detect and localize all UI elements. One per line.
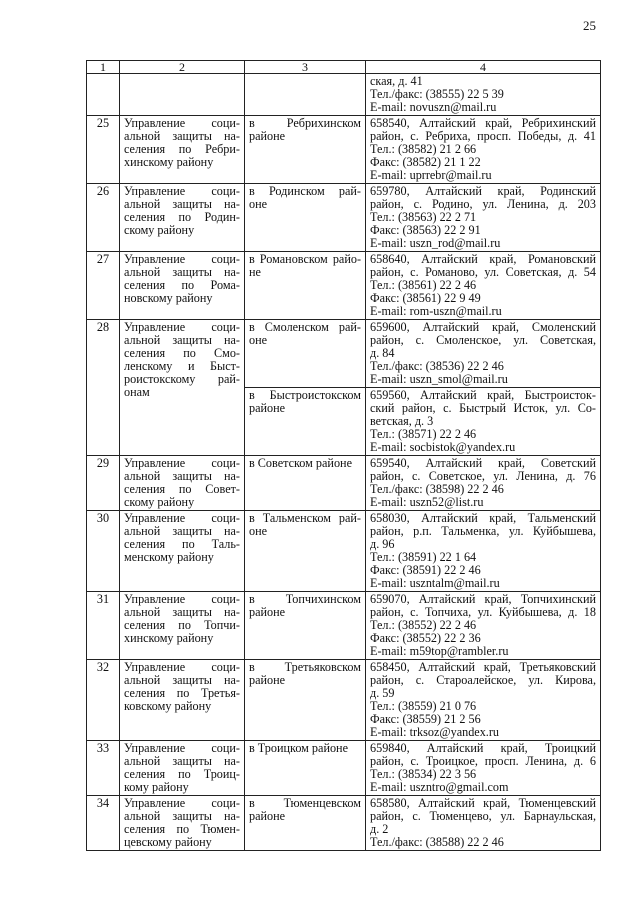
table-header-row: [87, 61, 601, 74]
organization-cell-line: селения по Рома-: [124, 278, 240, 292]
organization-cell-line: Управление соци-: [124, 320, 240, 334]
row-number: 34: [87, 796, 120, 851]
address-cell-line: Тел.: (38559) 21 0 76: [370, 699, 477, 713]
address-cell-line: E-mail: uszn52@list.ru: [370, 495, 484, 509]
address-cell-line: Факс: (38563) 22 2 91: [370, 223, 481, 237]
row-number: 25: [87, 116, 120, 184]
address-cell-line: Факс: (38552) 22 2 36: [370, 631, 481, 645]
area-cell: [245, 741, 366, 796]
organization-cell-line: хинскому району: [124, 631, 214, 645]
address-cell: [366, 592, 601, 660]
address-cell-line: 659560, Алтайский край, Быстроисток-: [370, 388, 596, 402]
address-cell-line: 659780, Алтайский край, Родинский: [370, 184, 596, 198]
address-cell-line: 659600, Алтайский край, Смоленский: [370, 320, 596, 334]
address-cell-line: Тел.: (38571) 22 2 46: [370, 427, 477, 441]
organization-cell-line: роистокскому рай-: [124, 372, 240, 386]
area-cell-line: в Троицком районе: [249, 741, 348, 755]
table-row: [87, 511, 601, 592]
address-cell-line: Тел.: (38561) 22 2 46: [370, 278, 477, 292]
address-cell: [366, 511, 601, 592]
organization-cell: [120, 116, 245, 184]
table-row: [87, 116, 601, 184]
offices-table: [86, 60, 601, 851]
organization-cell-line: онам: [124, 385, 150, 399]
row-number: 28: [87, 320, 120, 456]
address-cell-line: д. 59: [370, 686, 395, 700]
organization-cell-line: селения по Родин-: [124, 210, 240, 224]
row-number: 31: [87, 592, 120, 660]
address-cell-line: Тел.: (38534) 22 3 56: [370, 767, 477, 781]
table-row: [87, 660, 601, 741]
organization-cell-line: селения по Смо-: [124, 346, 240, 360]
area-cell-line: в Топчихинском: [249, 592, 361, 606]
area-cell-line: в Третьяковском: [249, 660, 361, 674]
area-cell: [245, 74, 366, 116]
area-cell-line: в Быстроистокском: [249, 388, 361, 402]
organization-cell-line: менскому району: [124, 550, 214, 564]
header-cell: 3: [245, 61, 366, 74]
area-cell: [245, 456, 366, 511]
organization-cell-line: альной защиты на-: [124, 809, 240, 823]
address-cell-line: Тел./факс: (38555) 22 5 39: [370, 87, 504, 101]
organization-cell-line: селения по Совет-: [124, 482, 240, 496]
area-cell-line: районе: [249, 129, 286, 143]
organization-cell: [120, 511, 245, 592]
organization-cell-line: Управление соци-: [124, 592, 240, 606]
organization-cell-line: селения по Третья-: [124, 686, 240, 700]
address-cell-line: Тел./факс: (38588) 22 2 46: [370, 835, 504, 849]
address-cell-line: район, с. Ребриха, просп. Победы, д. 41: [370, 129, 596, 143]
organization-cell-line: Управление соци-: [124, 660, 240, 674]
area-cell: [245, 511, 366, 592]
area-cell-line: районе: [249, 809, 286, 823]
organization-cell-line: альной защиты на-: [124, 754, 240, 768]
address-cell-line: E-mail: novuszn@mail.ru: [370, 100, 497, 114]
address-cell: [366, 388, 601, 456]
area-cell-line: районе: [249, 605, 286, 619]
organization-cell-line: Управление соци-: [124, 456, 240, 470]
organization-cell: [120, 796, 245, 851]
address-cell-line: д. 2: [370, 822, 389, 836]
area-cell-line: не: [249, 265, 261, 279]
address-cell-line: ская, д. 41: [370, 74, 423, 88]
area-cell: [245, 184, 366, 252]
address-cell-line: Факс: (38582) 21 1 22: [370, 155, 481, 169]
address-cell-line: район, с. Топчиха, ул. Куйбышева, д. 18: [370, 605, 596, 619]
organization-cell-line: альной защиты на-: [124, 197, 240, 211]
address-cell-line: 659070, Алтайский край, Топчихинский: [370, 592, 596, 606]
address-cell-line: 658450, Алтайский край, Третьяковский: [370, 660, 596, 674]
organization-cell-line: Управление соци-: [124, 511, 240, 525]
organization-cell-line: Управление соци-: [124, 184, 240, 198]
organization-cell-line: ленскому и Быст-: [124, 359, 240, 373]
organization-cell-line: Управление соци-: [124, 116, 240, 130]
address-cell: [366, 116, 601, 184]
organization-cell-line: альной защиты на-: [124, 265, 240, 279]
address-cell-line: район, с. Родино, ул. Ленина, д. 203: [370, 197, 596, 211]
organization-cell: [120, 252, 245, 320]
area-cell-line: в Ребрихинском: [249, 116, 361, 130]
address-cell-line: 658540, Алтайский край, Ребрихинский: [370, 116, 596, 130]
organization-cell-line: Управление соци-: [124, 252, 240, 266]
address-cell-line: Тел.: (38563) 22 2 71: [370, 210, 477, 224]
address-cell-line: д. 96: [370, 537, 395, 551]
address-cell-line: район, с. Смоленское, ул. Советская,: [370, 333, 596, 347]
address-cell-line: д. 84: [370, 346, 395, 360]
address-cell-line: E-mail: trksoz@yandex.ru: [370, 725, 499, 739]
area-cell-line: оне: [249, 197, 268, 211]
organization-cell-line: кому району: [124, 780, 189, 794]
row-number: 27: [87, 252, 120, 320]
organization-cell-line: селения по Ребри-: [124, 142, 240, 156]
address-cell: [366, 741, 601, 796]
address-cell-line: E-mail: socbistok@yandex.ru: [370, 440, 516, 454]
address-cell-line: Факс: (38591) 22 2 46: [370, 563, 481, 577]
address-cell-line: 658640, Алтайский край, Романовский: [370, 252, 596, 266]
address-cell-line: Тел.: (38591) 22 1 64: [370, 550, 477, 564]
area-cell-line: в Романовском райо-: [249, 252, 361, 266]
organization-cell-line: альной защиты на-: [124, 524, 240, 538]
address-cell-line: Тел./факс: (38536) 22 2 46: [370, 359, 504, 373]
address-cell-line: E-mail: uszntro@gmail.com: [370, 780, 509, 794]
organization-cell: [120, 660, 245, 741]
address-cell-line: E-mail: uszntalm@mail.ru: [370, 576, 500, 590]
table-row: [87, 184, 601, 252]
address-cell: [366, 252, 601, 320]
organization-cell: [120, 741, 245, 796]
organization-cell-line: альной защиты на-: [124, 673, 240, 687]
organization-cell-line: новскому району: [124, 291, 213, 305]
organization-cell-line: альной защиты на-: [124, 333, 240, 347]
address-cell: [366, 660, 601, 741]
address-cell: [366, 320, 601, 388]
header-cell: 4: [366, 61, 601, 74]
address-cell-line: Факс: (38559) 21 2 56: [370, 712, 481, 726]
organization-cell-line: альной защиты на-: [124, 129, 240, 143]
area-cell-line: районе: [249, 401, 286, 415]
address-cell-line: Тел.: (38582) 21 2 66: [370, 142, 477, 156]
area-cell-line: районе: [249, 673, 286, 687]
organization-cell-line: альной защиты на-: [124, 605, 240, 619]
area-cell-line: в Советском районе: [249, 456, 352, 470]
area-cell: [245, 660, 366, 741]
table-row: [87, 741, 601, 796]
address-cell-line: район, с. Троицкое, просп. Ленина, д. 6: [370, 754, 596, 768]
address-cell-line: 658580, Алтайский край, Тюменцевский: [370, 796, 596, 810]
header-cell: 1: [87, 61, 120, 74]
organization-cell-line: Управление соци-: [124, 796, 240, 810]
address-cell-line: E-mail: m59top@rambler.ru: [370, 644, 509, 658]
row-number: 33: [87, 741, 120, 796]
row-number: 30: [87, 511, 120, 592]
page-number: 25: [583, 18, 596, 33]
address-cell-line: 659540, Алтайский край, Советский: [370, 456, 596, 470]
area-cell: [245, 320, 366, 388]
address-cell-line: ский район, с. Быстрый Исток, ул. Со-: [370, 401, 596, 415]
header-cell: 2: [120, 61, 245, 74]
organization-cell-line: скому району: [124, 495, 195, 509]
address-cell-line: ветская, д. 3: [370, 414, 434, 428]
address-cell-line: район, с. Староалейское, ул. Кирова,: [370, 673, 596, 687]
area-cell: [245, 252, 366, 320]
address-cell: [366, 184, 601, 252]
organization-cell-line: цевскому району: [124, 835, 212, 849]
table-row: [87, 592, 601, 660]
address-cell-line: район, р.п. Тальменка, ул. Куйбышева,: [370, 524, 596, 538]
organization-cell-line: ковскому району: [124, 699, 212, 713]
address-cell-line: E-mail: uszn_rod@mail.ru: [370, 236, 501, 250]
address-cell-line: E-mail: uprrebr@mail.ru: [370, 168, 492, 182]
address-cell-line: E-mail: rom-uszn@mail.ru: [370, 304, 502, 318]
address-cell-line: 658030, Алтайский край, Тальменский: [370, 511, 596, 525]
address-cell-line: E-mail: uszn_smol@mail.ru: [370, 372, 508, 386]
address-cell-line: район, с. Романово, ул. Советская, д. 54: [370, 265, 596, 279]
table-row: [87, 456, 601, 511]
area-cell: [245, 388, 366, 456]
address-cell-line: район, с. Тюменцево, ул. Барнаульская,: [370, 809, 596, 823]
organization-cell: [120, 592, 245, 660]
organization-cell-line: селения по Троиц-: [124, 767, 240, 781]
address-cell-line: район, с. Советское, ул. Ленина, д. 76: [370, 469, 596, 483]
area-cell: [245, 116, 366, 184]
organization-cell-line: альной защиты на-: [124, 469, 240, 483]
address-cell-line: Тел./факс: (38598) 22 2 46: [370, 482, 504, 496]
area-cell: [245, 796, 366, 851]
row-number: 32: [87, 660, 120, 741]
address-cell-line: Факс: (38561) 22 9 49: [370, 291, 481, 305]
area-cell-line: оне: [249, 524, 268, 538]
table-row: [87, 796, 601, 851]
address-cell-line: 659840, Алтайский край, Троицкий: [370, 741, 596, 755]
organization-cell: [120, 74, 245, 116]
table-row: [87, 320, 601, 388]
address-cell: [366, 74, 601, 116]
area-cell-line: в Тальменском рай-: [249, 511, 361, 525]
organization-cell-line: селения по Топчи-: [124, 618, 240, 632]
address-cell-line: Тел.: (38552) 22 2 46: [370, 618, 477, 632]
address-cell: [366, 456, 601, 511]
organization-cell-line: скому району: [124, 223, 195, 237]
organization-cell: [120, 320, 245, 456]
area-cell-line: в Тюменцевском: [249, 796, 361, 810]
area-cell-line: в Родинском рай-: [249, 184, 361, 198]
row-number: [87, 74, 120, 116]
table-row: [87, 74, 601, 116]
address-cell: [366, 796, 601, 851]
organization-cell: [120, 184, 245, 252]
table-row: [87, 252, 601, 320]
area-cell-line: в Смоленском рай-: [249, 320, 361, 334]
organization-cell: [120, 456, 245, 511]
organization-cell-line: селения по Таль-: [124, 537, 240, 551]
organization-cell-line: селения по Тюмен-: [124, 822, 240, 836]
area-cell: [245, 592, 366, 660]
area-cell-line: оне: [249, 333, 268, 347]
row-number: 29: [87, 456, 120, 511]
row-number: 26: [87, 184, 120, 252]
organization-cell-line: Управление соци-: [124, 741, 240, 755]
organization-cell-line: хинскому району: [124, 155, 214, 169]
